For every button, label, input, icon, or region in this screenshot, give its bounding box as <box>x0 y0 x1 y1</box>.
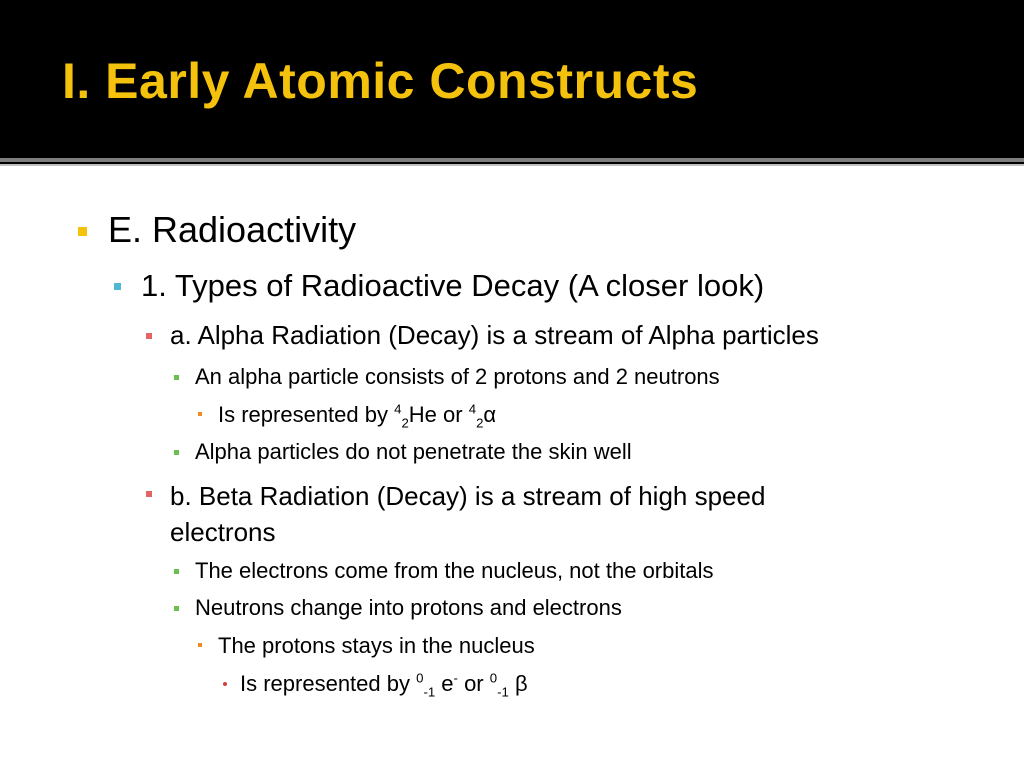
bullet-level4-alpha-penetration: Alpha particles do not penetrate the skin well <box>195 439 632 465</box>
square-bullet-icon <box>174 375 179 380</box>
square-bullet-icon <box>146 491 152 497</box>
round-bullet-icon <box>223 682 227 686</box>
bullet-level5-alpha-notation: Is represented by $^4_2$He or $^4_2$α <box>218 402 496 428</box>
bullet-level5-protons-stay: The protons stays in the nucleus <box>218 633 535 659</box>
square-bullet-icon <box>174 569 179 574</box>
bullet-level4-electron-origin: The electrons come from the nucleus, not the orbitals <box>195 558 713 584</box>
square-bullet-icon <box>174 450 179 455</box>
bullet-level6-beta-notation: Is represented by $^0_{-1}$ e- or $^0_{-1}$ β <box>240 671 528 697</box>
bullet-level4-alpha-particle-composition: An alpha particle consists of 2 protons and 2 neutrons <box>195 364 720 390</box>
square-bullet-icon <box>198 412 202 416</box>
title-divider <box>0 158 1024 162</box>
bullet-level3-alpha-radiation: a. Alpha Radiation (Decay) is a stream of Alpha particles <box>170 320 819 351</box>
square-bullet-icon <box>198 643 202 647</box>
bullet-level2-types-of-decay: 1. Types of Radioactive Decay (A closer look) <box>141 268 764 304</box>
square-bullet-icon <box>174 606 179 611</box>
bullet-level3-beta-radiation: b. Beta Radiation (Decay) is a stream of high speed electrons <box>170 478 765 550</box>
title-band <box>0 0 1024 158</box>
square-bullet-icon <box>146 333 152 339</box>
square-bullet-icon <box>78 227 87 236</box>
bullet-level1-radioactivity: E. Radioactivity <box>108 209 356 251</box>
slide-title: I. Early Atomic Constructs <box>62 53 699 109</box>
square-bullet-icon <box>114 283 121 290</box>
bullet-level4-neutron-change: Neutrons change into protons and electrons <box>195 595 622 621</box>
